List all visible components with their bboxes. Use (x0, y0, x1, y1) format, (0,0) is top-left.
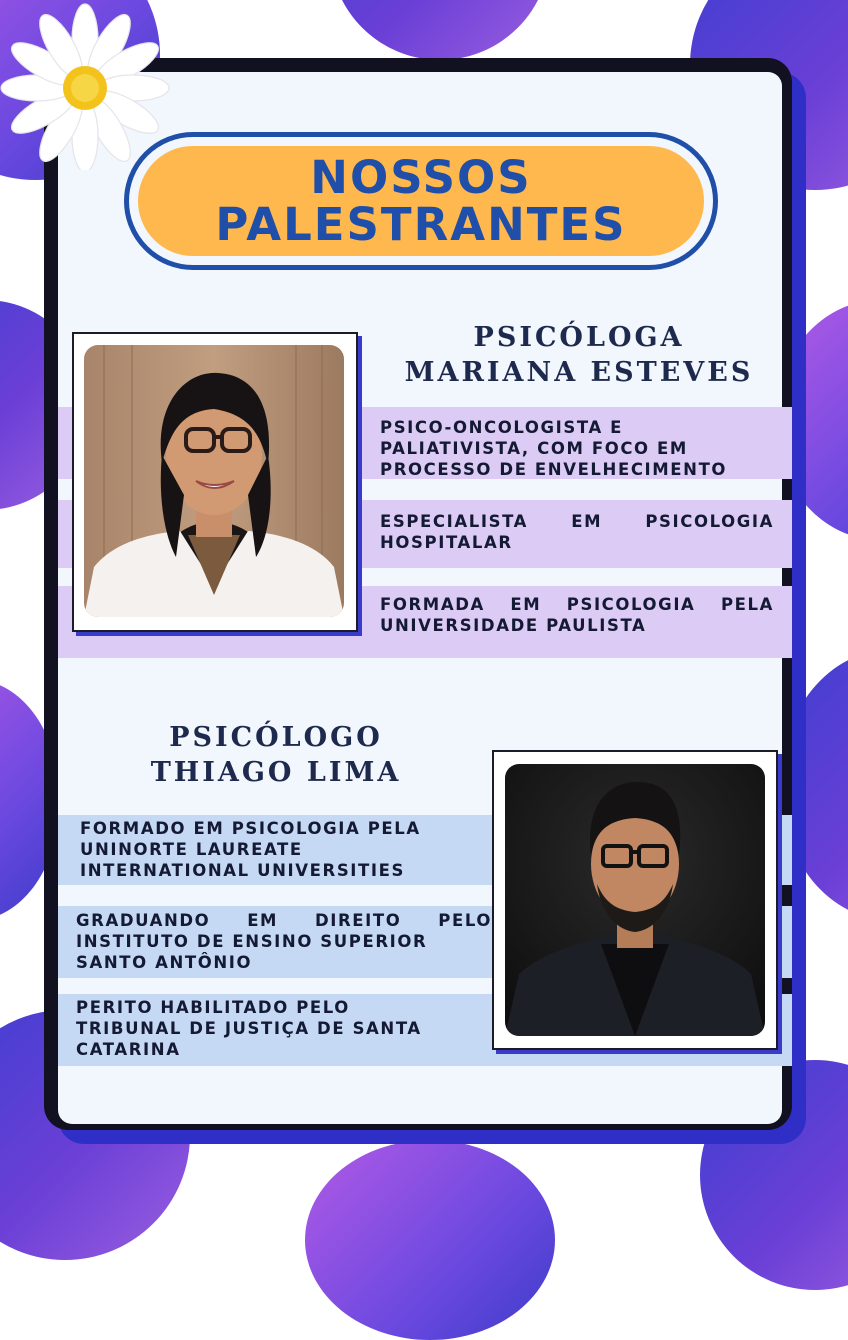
text-line: HOSPITALAR (380, 533, 513, 552)
text-line: ESPECIALISTA EM PSICOLOGIA (380, 512, 774, 531)
speaker-1-name-block (390, 320, 768, 390)
speaker-2-photo (505, 764, 765, 1036)
text-line: INSTITUTO DE ENSINO SUPERIOR (76, 932, 428, 951)
title-banner (138, 146, 704, 256)
speaker-2-name: THIAGO LIMA (150, 757, 402, 788)
speaker-1-title: PSICÓLOGA (473, 322, 685, 353)
daisy-flower-icon (0, 0, 170, 170)
text-line: PROCESSO DE ENVELHECIMENTO (380, 460, 728, 479)
text-line: PERITO HABILITADO PELO (76, 998, 350, 1017)
text-line: FORMADO EM PSICOLOGIA PELA (80, 819, 421, 838)
text-line: SANTO ANTÔNIO (76, 953, 253, 972)
text-line: PSICO-ONCOLOGISTA E (380, 418, 624, 437)
speaker-2-title: PSICÓLOGO (169, 722, 383, 753)
speaker-1-photo (84, 345, 344, 617)
bg-circle (305, 1140, 555, 1340)
speaker-2-name-block (90, 720, 462, 790)
text-line: PALIATIVISTA, COM FOCO EM (380, 439, 688, 458)
text-line: FORMADA EM PSICOLOGIA PELA (380, 595, 774, 614)
text-line: UNINORTE LAUREATE (80, 840, 303, 859)
speaker-1-name: MARIANA ESTEVES (404, 357, 754, 388)
text-line: GRADUANDO EM DIREITO PELO (76, 911, 492, 930)
text-line: INTERNATIONAL UNIVERSITIES (80, 861, 406, 880)
title-line-2: PALESTRANTES (215, 198, 627, 251)
text-line: UNIVERSIDADE PAULISTA (380, 616, 647, 635)
bg-circle (330, 0, 550, 60)
title-line-1: NOSSOS (310, 151, 532, 204)
text-line: TRIBUNAL DE JUSTIÇA DE SANTA (76, 1019, 422, 1038)
text-line: CATARINA (76, 1040, 181, 1059)
